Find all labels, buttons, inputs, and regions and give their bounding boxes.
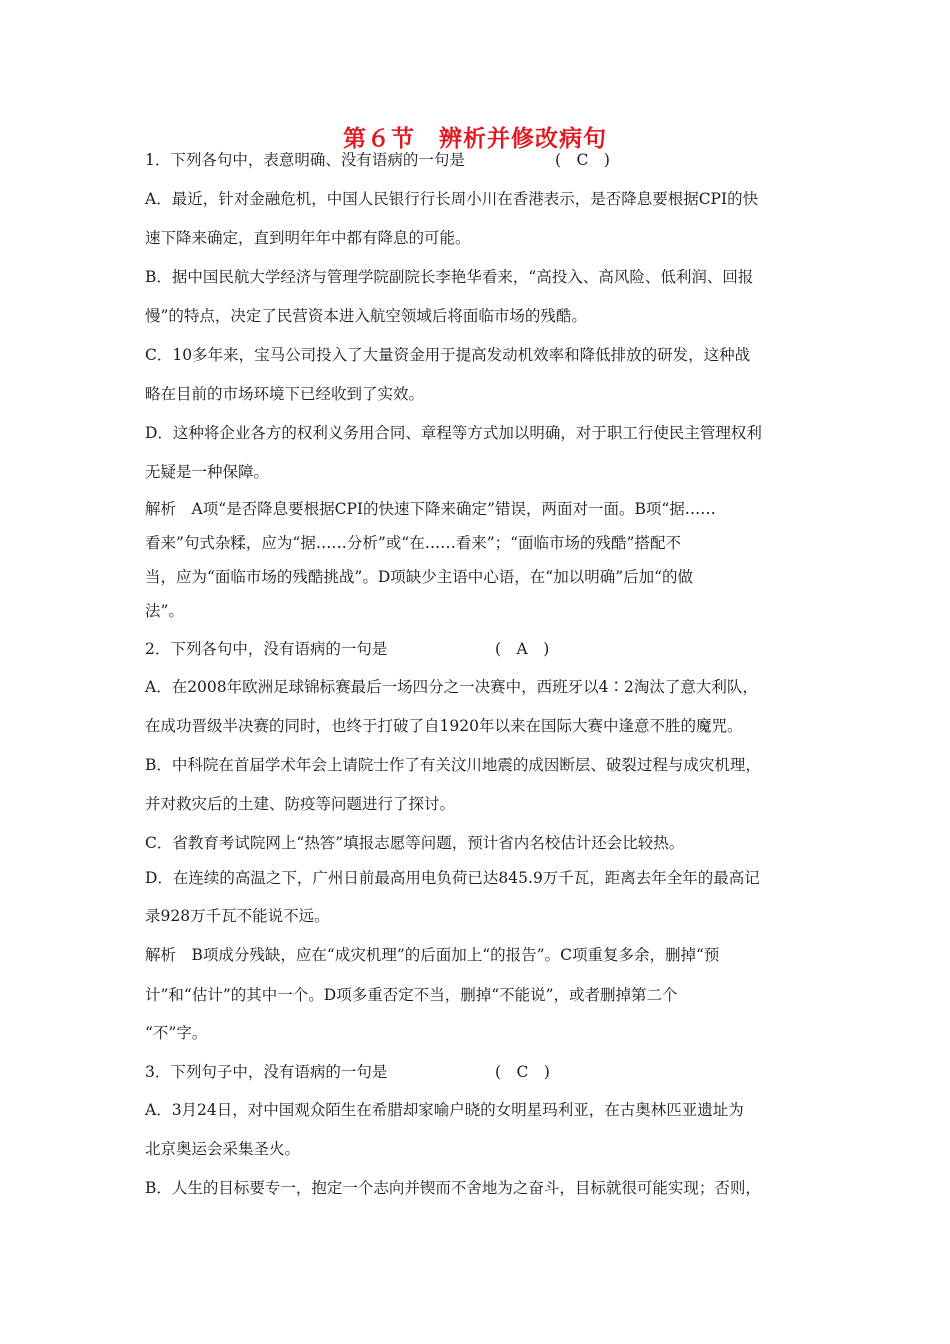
question-3-stem [145, 1062, 825, 1082]
page-title: 第６节 辨析并修改病句 [343, 126, 607, 152]
q2-option-d-line-2: 录928万千瓦不能说不远。 [145, 907, 330, 925]
question-1-answer: ( C ) [555, 151, 610, 169]
q2-option-b-line-1: B．中科院在首届学术年会上请院士作了有关汶川地震的成因断层、破裂过程与成灾机理， [145, 756, 761, 774]
q1-option-a-line-1: A．最近，针对金融危机，中国人民银行行长周小川在香港表示，是否降息要根据CPI的快 [145, 190, 759, 208]
q2-option-a-line-1: A．在2008年欧洲足球锦标赛最后一场四分之一决赛中，西班牙以4∶2淘汰了意大利队， [145, 678, 758, 696]
question-3-text: 3．下列句子中，没有语病的一句是 [145, 1063, 388, 1081]
q3-option-b-line-1: B．人生的目标要专一，抱定一个志向并锲而不舍地为之奋斗，目标就很可能实现；否则， [145, 1179, 761, 1197]
q1-analysis-line-4: 法”。 [145, 602, 184, 620]
q1-option-d-line-2: 无疑是一种保障。 [145, 463, 270, 481]
question-3-answer: ( C ) [495, 1063, 550, 1081]
question-1-text: 1．下列各句中，表意明确、没有语病的一句是 [145, 151, 465, 169]
q2-option-d-line-1: D．在连续的高温之下，广州日前最高用电负荷已达845.9万千瓦，距离去年全年的最高记 [145, 869, 760, 887]
q2-analysis-line-1: 解析 B项成分残缺，应在“成灾机理”的后面加上“的报告”。C项重复多余，删掉“预 [145, 946, 720, 964]
q1-option-d-line-1: D．这种将企业各方的权利义务用合同、章程等方式加以明确，对于职工行使民主管理权利 [145, 424, 762, 442]
question-2-text: 2．下列各句中，没有语病的一句是 [145, 640, 388, 658]
q1-analysis-line-3: 当，应为“面临市场的残酷挑战”。D项缺少主语中心语，在“加以明确”后加“的做 [145, 568, 694, 586]
q3-option-a-line-2: 北京奥运会采集圣火。 [145, 1140, 301, 1158]
q2-option-c-line-1: C．省教育考试院网上“热答”填报志愿等问题，预计省内名校估计还会比较热。 [145, 834, 685, 852]
question-2-stem [145, 639, 825, 659]
q2-option-b-line-2: 并对救灾后的土建、防疫等问题进行了探讨。 [145, 795, 456, 813]
q1-option-b-line-2: 慢”的特点，决定了民营资本进入航空领域后将面临市场的残酷。 [145, 307, 587, 325]
q3-option-a-line-1: A．3月24日，对中国观众陌生在希腊却家喻户晓的女明星玛利亚，在古奥林匹亚遗址为 [145, 1101, 744, 1119]
q1-option-a-line-2: 速下降来确定，直到明年年中都有降息的可能。 [145, 229, 471, 247]
q1-analysis-line-2: 看来”句式杂糅，应为“据……分析”或“在……看来”；“面临市场的残酷”搭配不 [145, 534, 681, 552]
q1-option-b-line-1: B．据中国民航大学经济与管理学院副院长李艳华看来，“高投入、高风险、低利润、回报 [145, 268, 754, 286]
question-1-stem [145, 150, 825, 170]
question-2-answer: ( A ) [495, 640, 550, 658]
q2-analysis-line-2: 计”和“估计”的其中一个。D项多重否定不当，删掉“不能说”，或者删掉第二个 [145, 986, 678, 1004]
q2-option-a-line-2: 在成功晋级半决赛的同时，也终于打破了自1920年以来在国际大赛中逢意不胜的魔咒。 [145, 717, 743, 735]
q1-option-c-line-1: C．10多年来，宝马公司投入了大量资金用于提高发动机效率和降低排放的研发，这种战 [145, 346, 751, 364]
q1-analysis-line-1: 解析 A项“是否降息要根据CPI的快速下降来确定”错误，两面对一面。B项“据…… [145, 500, 716, 518]
q1-option-c-line-2: 略在目前的市场环境下已经收到了实效。 [145, 385, 425, 403]
q2-analysis-line-3: “不”字。 [145, 1024, 208, 1042]
